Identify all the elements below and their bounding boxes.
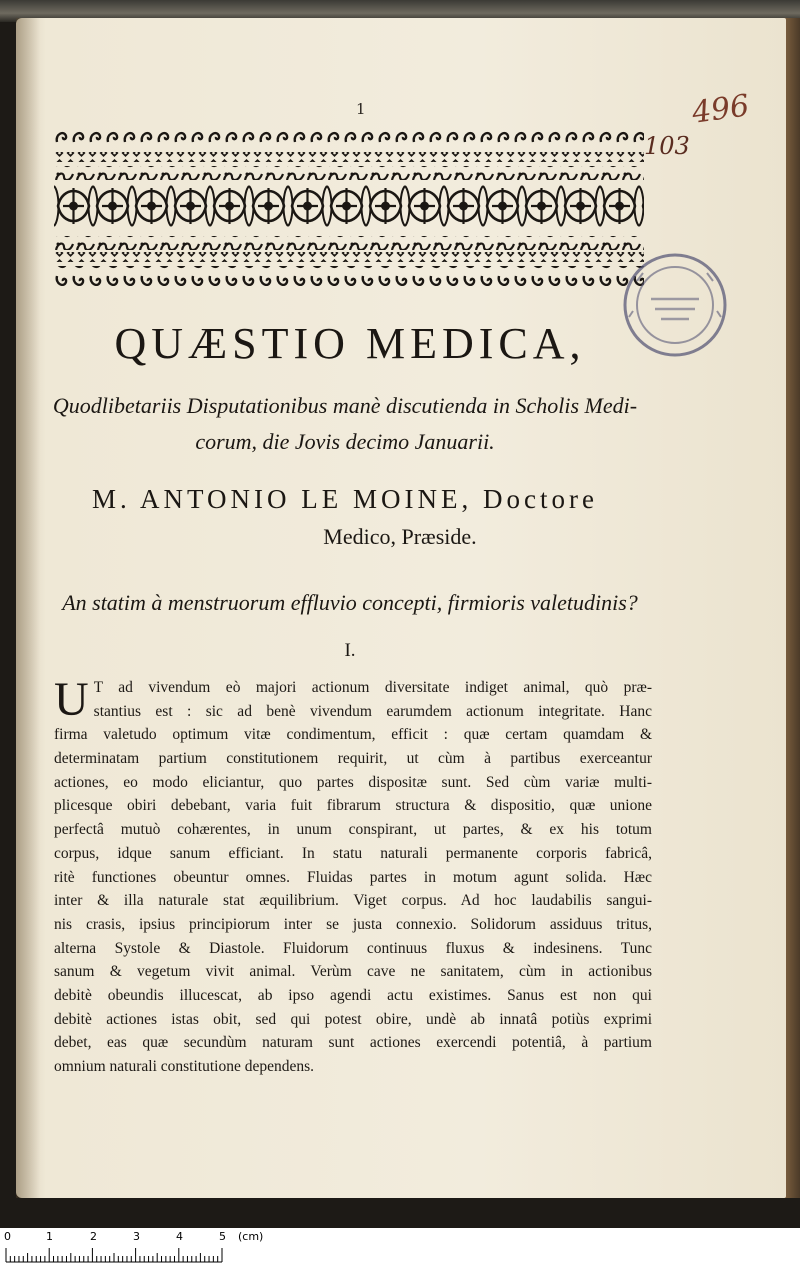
- president-title: Medico, Præside.: [323, 524, 477, 549]
- body-line: actiones, eo modo eliciantur, quo partes dispositæ sunt. Sed cùm variæ multi-: [54, 773, 652, 791]
- body-line: alterna Systole & Diastole. Fluidorum continuus fluxus & indesinens. Tunc: [54, 939, 652, 957]
- ruler-label: 5: [219, 1230, 226, 1243]
- body-line: corpus, idque sanum efficiant. In statu naturali permanente corporis fabricâ,: [54, 844, 652, 862]
- section-number: I.: [344, 640, 356, 661]
- body-line: omnium naturali constitutione dependens.: [54, 1058, 315, 1075]
- ruler-label: 4: [176, 1230, 183, 1243]
- ornament-band: [54, 128, 644, 288]
- body-line: debet, eas quæ secundùm naturam sunt actiones exercendi potentiâ, à partium: [54, 1034, 652, 1052]
- body-line: sanum & vegetum vivit animal. Verùm cave ne sanitatem, cùm in actionibus: [54, 963, 652, 981]
- president-name: M. ANTONIO LE MOINE, Doctore: [92, 484, 598, 514]
- body-line: debitè actiones istas obit, sed qui potest obire, undè ab innatâ potiùs exprimi: [54, 1010, 652, 1028]
- body-line: nis crasis, ipsius principiorum inter se justa connexio. Solidorum assiduus tritus,: [54, 915, 652, 933]
- body-paragraph: [54, 673, 652, 1079]
- ruler-label: 3: [133, 1230, 140, 1243]
- body-line: debitè obeundis illucescat, ab ipso agendi actu existimes. Sanus est non qui: [54, 986, 652, 1004]
- body-line: firma valetudo optimum vitæ condimentum, efficit : quæ certam quamdam &: [54, 726, 652, 744]
- body-line: T ad vivendum eò majori actionum diversitate indiget animal, quò præ-: [93, 679, 652, 696]
- manuscript-number-folio: 496: [689, 88, 752, 131]
- ruler-unit: (cm): [238, 1230, 264, 1243]
- body-line: inter & illa naturale stat æquilibrium. Viget corpus. Ad hoc laudabilis sangui-: [54, 892, 652, 910]
- body-line: ritè functiones obeuntur omnes. Fluidas partes in motum agunt solida. Hæc: [54, 868, 652, 886]
- drop-cap-letter: U: [54, 673, 89, 726]
- manuscript-number-item: 103: [644, 132, 690, 160]
- document-subtitle: [50, 388, 640, 460]
- ruler-label: 0: [4, 1230, 11, 1243]
- subtitle-line-2: corum, die Jovis decimo Januarii.: [195, 429, 495, 454]
- subtitle-line-1: Quodlibetariis Disputationibus manè discutienda in Scholis Medi-: [52, 393, 638, 418]
- disputation-question: An statim à menstruorum effluvio concepti, firmioris valetudinis?: [62, 590, 638, 615]
- document-title: QUÆSTIO MEDICA,: [114, 319, 586, 368]
- ruler-label: 1: [46, 1230, 53, 1243]
- body-line: perfectâ mutuò cohærentes, in unum conspirant, ut partes, & ex his totum: [54, 821, 652, 839]
- gutter-shadow: [16, 18, 40, 1198]
- ruler-label: 2: [90, 1230, 97, 1243]
- library-stamp: [621, 251, 729, 359]
- scale-ruler-labels: [0, 1230, 800, 1244]
- page-number: 1: [356, 100, 366, 118]
- scale-ruler: [0, 1244, 260, 1264]
- body-line: determinatam partium constitutionem requirit, ut cùm à partibus exerceantur: [54, 750, 652, 768]
- body-line: stantius est : sic ad benè vivendum earumdem actionum integritate. Hanc: [93, 702, 652, 720]
- body-line: plicesque obiri debebant, varia fuit fibrarum structura & dispositio, quæ unione: [54, 797, 652, 815]
